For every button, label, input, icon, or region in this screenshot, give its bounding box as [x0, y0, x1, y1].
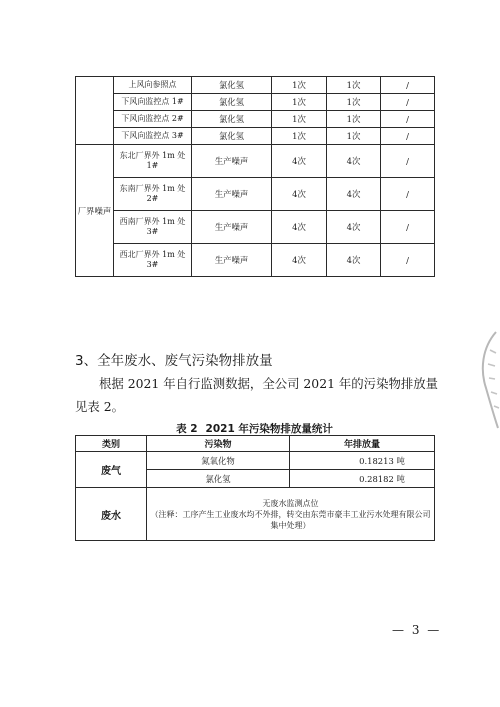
emission-statistics-table	[75, 435, 435, 541]
item-cell: 氯化氢	[192, 128, 272, 145]
remark-cell: /	[381, 111, 435, 128]
location-cell: 上风向参照点	[114, 77, 192, 94]
frequency-cell: 1次	[272, 128, 327, 145]
table-row	[76, 128, 435, 145]
table-row	[76, 145, 435, 178]
frequency-cell: 4次	[327, 178, 381, 211]
seal-stamp-fragment	[476, 330, 500, 430]
frequency-cell: 1次	[327, 111, 381, 128]
table-row	[76, 111, 435, 128]
table-row	[76, 178, 435, 211]
frequency-cell: 1次	[327, 128, 381, 145]
item-cell: 生产噪声	[192, 145, 272, 178]
table-title-text: 2021 年污染物排放量统计	[205, 423, 333, 435]
item-cell: 生产噪声	[192, 211, 272, 244]
wastewater-status: 无废水监测点位	[262, 498, 319, 508]
frequency-cell: 4次	[272, 211, 327, 244]
table-row	[76, 488, 435, 541]
header-amount: 年排放量	[290, 436, 435, 452]
table-row	[76, 244, 435, 277]
header-pollutant: 污染物	[147, 436, 290, 452]
section-heading: 3、全年废水、废气污染物排放量	[75, 353, 273, 369]
wastewater-annotation: （注释：工序产生工业废水均不外排，转交由东莞市豪丰工业污水处理有限公司集中处理）	[150, 509, 431, 530]
remark-cell: /	[381, 211, 435, 244]
location-line: 西北厂界外 1m 处	[119, 250, 186, 259]
item-cell: 生产噪声	[192, 178, 272, 211]
location-line: 西南厂界外 1m 处	[119, 217, 186, 226]
location-line: 东南厂界外 1m 处	[119, 184, 186, 193]
remark-cell: /	[381, 128, 435, 145]
table-row	[76, 94, 435, 111]
location-cell	[114, 178, 192, 211]
frequency-cell: 4次	[327, 244, 381, 277]
frequency-cell: 1次	[327, 77, 381, 94]
location-cell: 下风向监控点 1#	[114, 94, 192, 111]
table-header-row	[76, 436, 435, 452]
location-cell	[114, 244, 192, 277]
remark-cell: /	[381, 178, 435, 211]
body-paragraph: 根据 2021 年自行监测数据，全公司 2021 年的污染物排放量见表 2。	[75, 376, 439, 414]
table-row	[76, 452, 435, 470]
remark-cell: /	[381, 77, 435, 94]
frequency-cell: 1次	[327, 94, 381, 111]
location-cell: 下风向监控点 2#	[114, 111, 192, 128]
frequency-cell: 4次	[272, 244, 327, 277]
item-cell: 生产噪声	[192, 244, 272, 277]
pollutant-cell: 氯化氢	[147, 470, 290, 488]
monitoring-frequency-table	[75, 76, 435, 277]
frequency-cell: 4次	[327, 145, 381, 178]
table-number: 表 2	[176, 423, 198, 435]
frequency-cell: 1次	[272, 111, 327, 128]
category-cell: 废水	[76, 488, 147, 541]
remark-cell: /	[381, 145, 435, 178]
location-line: 1#	[146, 161, 159, 170]
category-cell: 废气	[76, 452, 147, 488]
frequency-cell: 4次	[272, 145, 327, 178]
page-number: — 3 —	[392, 623, 442, 637]
pollutant-cell: 氮氧化物	[147, 452, 290, 470]
header-category: 类别	[76, 436, 147, 452]
location-cell	[114, 145, 192, 178]
noise-category-cell: 厂界噪声	[76, 145, 114, 277]
table-row	[76, 211, 435, 244]
table-row	[76, 77, 435, 94]
location-cell	[114, 211, 192, 244]
location-cell: 下风向监控点 3#	[114, 128, 192, 145]
frequency-cell: 4次	[327, 211, 381, 244]
category-cell-empty	[76, 77, 114, 145]
frequency-cell: 1次	[272, 94, 327, 111]
frequency-cell: 4次	[272, 178, 327, 211]
item-cell: 氯化氢	[192, 111, 272, 128]
frequency-cell: 1次	[272, 77, 327, 94]
amount-cell: 0.28182 吨	[290, 470, 435, 488]
amount-cell: 0.18213 吨	[290, 452, 435, 470]
remark-cell: /	[381, 94, 435, 111]
location-line: 3#	[146, 227, 159, 236]
wastewater-note-cell	[147, 488, 435, 541]
remark-cell: /	[381, 244, 435, 277]
item-cell: 氯化氢	[192, 94, 272, 111]
location-line: 2#	[146, 194, 159, 203]
location-line: 东北厂界外 1m 处	[119, 151, 186, 160]
item-cell: 氯化氢	[192, 77, 272, 94]
location-line: 3#	[146, 260, 159, 269]
table-caption	[75, 421, 434, 436]
